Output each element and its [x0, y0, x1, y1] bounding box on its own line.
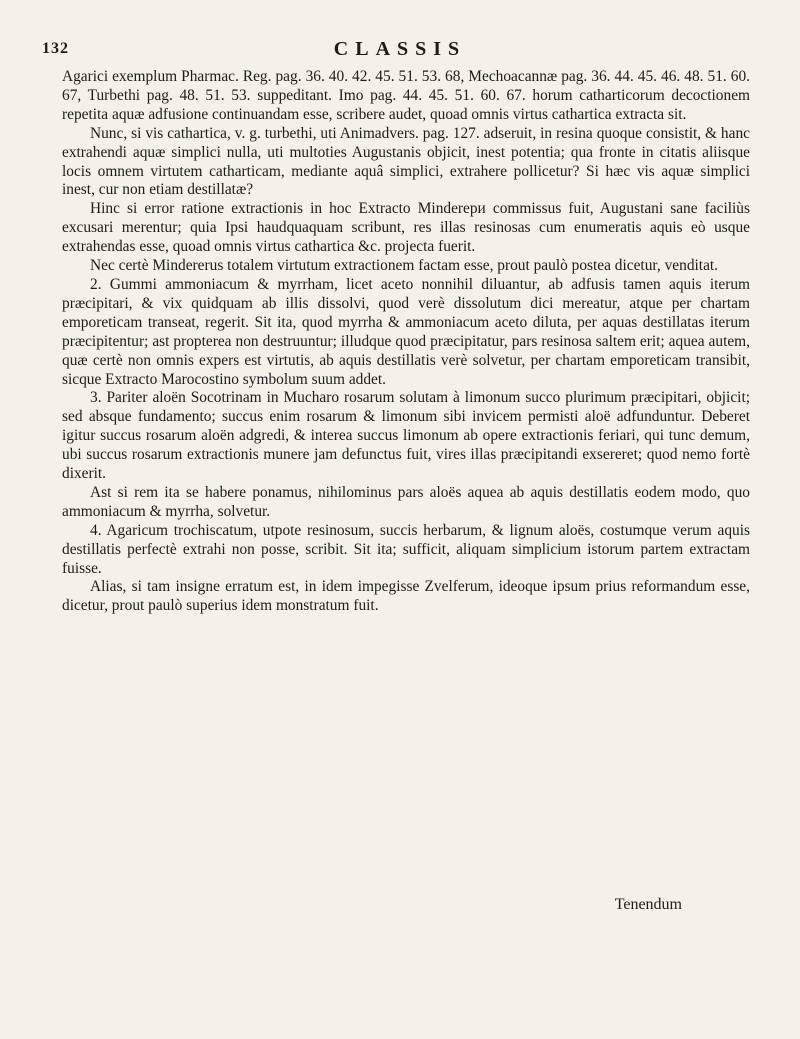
paragraph: Hinc si error ratione extractionis in hoc Extracto Minderери commissus fuit, Augustani sane faciliùs excusari merentur; quia Ipsi haudquaquam scribunt, res illas resinosas cum enumeratis aquis eò usque extrahendas esse, quoad omnis virtus cathartica &c. projecta fuerit.	[62, 200, 750, 256]
paragraph: Alias, si tam insigne erratum est, in idem impegisse Zvelferum, ideoque ipsum prius reformandum esse, dicetur, prout paulò superius idem monstratum fuit.	[62, 578, 750, 615]
catch-word: Tenendum	[614, 896, 682, 913]
page-number: 132	[42, 40, 69, 57]
text-body	[62, 68, 750, 616]
paragraph: 3. Pariter aloën Socotrinam in Mucharo rosarum solutam à limonum succo plurimum præcipitari, objicit; sed absque fundamento; succus enim rosarum & limonum sibi invicem permisti aloë adfunduntur. Deberet igitur succus rosarum aloën adgredi, & interea succus limonum ab opere extractionis feriari, qui tunc demum, ubi succus rosarum extractionis munere jam defunctus fuit, vires illas præcipitandi exsereret; quod nemo fortè dixerit.	[62, 389, 750, 483]
paragraph: Ast si rem ita se habere ponamus, nihilominus pars aloës aquea ab aquis destillatis eodem modo, quo ammoniacum & myrrha, solvetur.	[62, 483, 750, 520]
paragraph: Nec certè Mindererus totalem virtutum extractionem factam esse, prout paulò postea dicetur, venditat.	[90, 257, 719, 275]
paragraph: Agarici exemplum Pharmac. Reg. pag. 36. 40. 42. 45. 51. 53. 68, Mechoacannæ pag. 36. 44. 45. 46. 48. 51. 60. 67, Turbethi pag. 48. 51. 53. suppeditant. Imo pag. 44. 45. 51. 60. 67. horum catharticorum decoctionem repetita aquæ adfusione continuandam esse, scribere audet, quoad omnis virtus cathartica extracta sit.	[62, 68, 750, 123]
paragraph: Nunc, si vis cathartica, v. g. turbethi, uti Animadvers. pag. 127. adseruit, in resina quoque consistit, & hanc extrahendi aquæ simplici nulla, uti multoties Augustanis objicit, inest potentia; qua fronte in citatis aliisque locis omnem virtutem catharticam, mediante aquâ simplici, extrahere pollicetur? Si hæc vis aquæ simplici inest, cur non etiam destillatæ?	[62, 124, 750, 199]
running-head: CLASSIS	[333, 38, 467, 60]
paragraph: 4. Agaricum trochiscatum, utpote resinosum, succis herbarum, & lignum aloës, costumque verum aquis destillatis perfectè extrahi non posse, scribit. Sit ita; sufficit, aliquam simplicium istorum partem extractam fuisse.	[62, 521, 750, 577]
paragraph: 2. Gummi ammoniacum & myrrham, licet aceto nonnihil diluantur, ab adfusis tamen aquis iterum præcipitari, & vix quidquam ab illis dissolvi, quod verè dissolutum dici mereatur, atque per chartam emporeticam transeat, regerit. Sit ita, quod myrrha & ammoniacum aceto diluta, per aquas destillatas iterum præcipitentur; ast propterea non destruuntur; illudque quod præcipitatur, pars resinosa saltem erit; aquea autem, quæ certè non omnis expers est virtutis, ab aquis destillatis verè solvetur, per chartam emporeticam transibit, sicque Extracto Marocostino symbolum suum addet.	[62, 275, 750, 388]
